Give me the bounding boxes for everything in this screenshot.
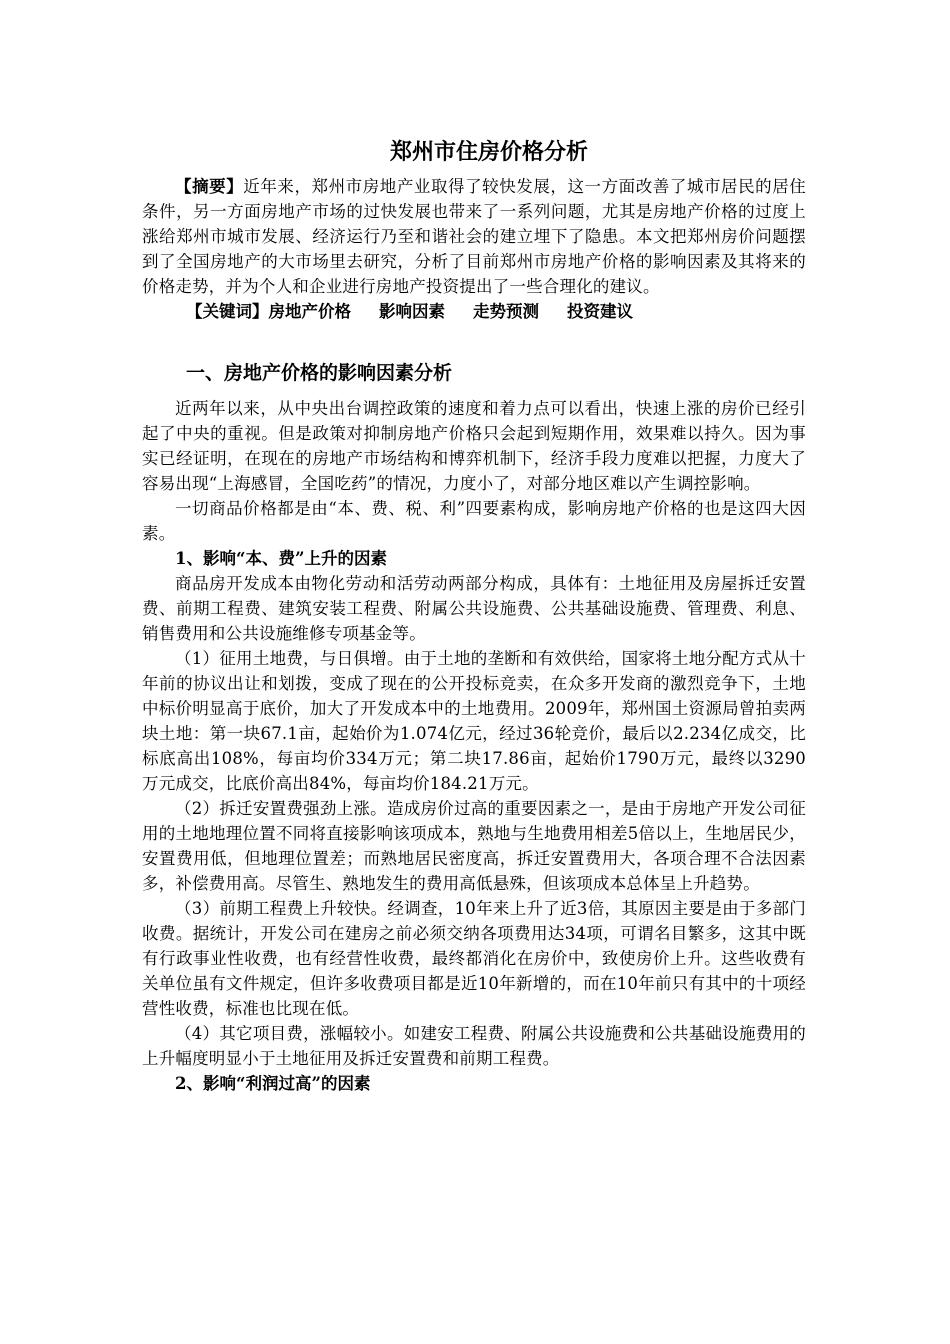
body-paragraph: 近两年以来，从中央出台调控政策的速度和着力点可以看出，快速上涨的房价已经引起了中央的重视。但是政策对抑制房地产价格只会起到短期作用，效果难以持久。因为事实已经证明，在现在的房地产市场结构和博弈机制下，经济手段力度难以把握，力度大了容易出现“上海感冒，全国吃药”的情况，力度小了，对部分地区难以产生调控影响。 [142, 399, 806, 493]
abstract-text: 近年来，郑州市房地产业取得了较快发展，这一方面改善了城市居民的居住条件，另一方面房地产市场的过快发展也带来了一系列问题，尤其是房地产价格的过度上涨给郑州市城市发展、经济运行乃至和谐社会的建立埋下了隐患。本文把郑州房价问题摆到了全国房地产的大市场里去研究，分析了目前郑州市房地产价格的影响因素及其将来的价格走势，并为个人和企业进行房地产投资提出了一些合理化的建议。 [142, 177, 806, 296]
body-paragraph: 一切商品价格都是由“本、费、税、利”四要素构成，影响房地产价格的也是这四大因素。 [142, 499, 806, 543]
keyword: 投资建议 [567, 302, 633, 321]
keyword: 走势预测 [473, 302, 539, 321]
keywords-line [186, 299, 806, 324]
list-item-paragraph: （4）其它项目费，涨幅较小。如建安工程费、附属公共设施费和公共基础设施费用的上升幅度明显小于土地征用及拆迁安置费和前期工程费。 [142, 1024, 806, 1068]
keywords-label: 【关键词】 [186, 302, 269, 321]
keyword: 影响因素 [379, 302, 445, 321]
subsection-heading: 1、影响“本、费”上升的因素 [175, 549, 387, 568]
subsection-heading: 2、影响“利润过高”的因素 [175, 1074, 371, 1093]
list-item-paragraph: （3）前期工程费上升较快。经调查，10年来上升了近3倍，其原因主要是由于多部门收费。据统计，开发公司在建房之前必须交纳各项费用达34项，可谓名目繁多，这其中既有行政事业性收费，也有经营性收费，最终都消化在房价中，致使房价上升。这些收费有关单位虽有文件规定，但许多收费项目都是近10年新增的，而在10年前只有其中的十项经营性收费，标准也比现在低。 [142, 899, 806, 1018]
section-heading: 一、房地产价格的影响因素分析 [186, 362, 453, 384]
keyword: 房地产价格 [268, 302, 351, 321]
body-paragraph: 商品房开发成本由物化劳动和活劳动两部分构成，具体有：土地征用及房屋拆迁安置费、前期工程费、建筑安装工程费、附属公共设施费、公共基础设施费、管理费、利息、销售费用和公共设施维修专项基金等。 [142, 574, 806, 643]
abstract-label: 【摘要】 [175, 177, 244, 196]
list-item-paragraph: （2）拆迁安置费强劲上涨。造成房价过高的重要因素之一，是由于房地产开发公司征用的土地地理位置不同将直接影响该项成本，熟地与生地费用相差5倍以上，生地居民少，安置费用低，但地理位置差；而熟地居民密度高，拆迁安置费用大，各项合理不合法因素多，补偿费用高。尽管生、熟地发生的费用高低悬殊，但该项成本总体呈上升趋势。 [142, 799, 806, 893]
list-item-paragraph: （1）征用土地费，与日俱增。由于土地的垄断和有效供给，国家将土地分配方式从十年前的协议出让和划拨，变成了现在的公开投标竞卖，在众多开发商的激烈竞争下，土地中标价明显高于底价，加大了开发成本中的土地费用。2009年，郑州国土资源局曾拍卖两块土地：第一块67.1亩，起始价为1.074亿元，经过36轮竞价，最后以2.234亿成交，比标底高出108%，每亩均价334万元；第二块17.86亩，起始价1790万元，最终以3290万元成交，比底价高出84%，每亩均价184.21万元。 [142, 649, 806, 793]
abstract-paragraph [142, 174, 806, 299]
document-content [142, 134, 806, 1096]
page-title: 郑州市住房价格分析 [389, 139, 588, 165]
